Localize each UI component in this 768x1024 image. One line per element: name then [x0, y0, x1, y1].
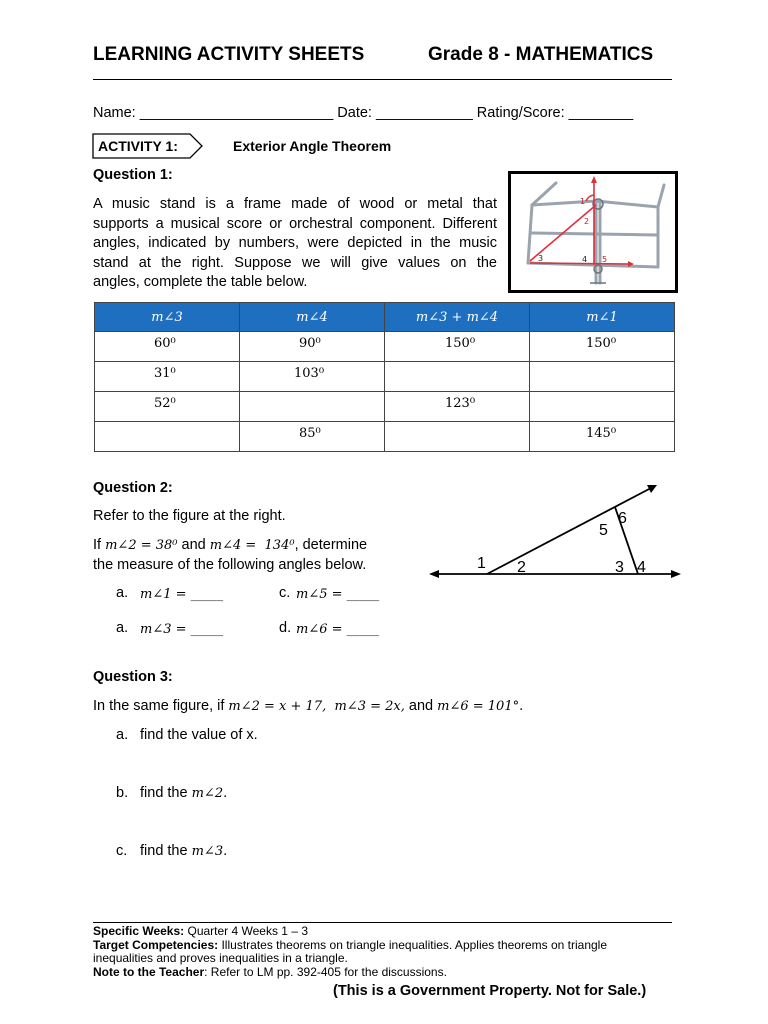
q1-line: angles, complete the table below.: [93, 274, 308, 291]
table-cell: [385, 422, 530, 452]
q3-heading: Question 3:: [93, 669, 173, 685]
q2-math: m∠2 = 38⁰: [105, 538, 178, 553]
q1-line: angles, indicated by numbers, were depicted in the music: [93, 235, 497, 252]
q1-line: supports a musical score or orchestral component. Different: [93, 215, 497, 232]
q2-given: [93, 536, 367, 556]
q3-item-letter: c.: [116, 843, 128, 859]
footer-note-label: Note to the Teacher: [93, 964, 205, 979]
q2-option-letter: d.: [279, 620, 292, 636]
table-row: [95, 422, 675, 452]
q3-text: and: [404, 698, 438, 714]
table-cell: [385, 362, 530, 392]
table-cell: 123⁰: [385, 392, 530, 422]
q3-item-text: find the value of x.: [140, 727, 258, 743]
footer-weeks: [93, 925, 673, 939]
q2-text: , determine: [294, 537, 368, 553]
q2-heading: Question 2:: [93, 480, 173, 496]
table-cell: [240, 392, 385, 422]
footer-competencies-cont: inequalities and proves inequalities in a triangle.: [93, 951, 348, 966]
q3-item-words: find the: [140, 785, 192, 801]
q1-line: A music stand is a frame made of wood or metal that: [93, 196, 497, 212]
table-cell: [95, 422, 240, 452]
table-cell: 60⁰: [95, 332, 240, 362]
col-header: m∠1: [530, 303, 675, 332]
q2-text: If: [93, 537, 106, 553]
stand-label: 5: [602, 255, 608, 264]
activity-label: ACTIVITY 1:: [98, 138, 178, 154]
q2-instruction-2: the measure of the following angles below.: [93, 557, 367, 573]
q3-item-math: m∠2.: [191, 786, 228, 801]
table-header-row: [95, 303, 675, 332]
figure-label: 3: [615, 559, 624, 576]
footer-weeks-label: Specific Weeks:: [93, 924, 185, 938]
triangle-figure: [425, 478, 687, 584]
table-cell: [530, 392, 675, 422]
q2-option-expr: m∠1 = _____: [140, 587, 224, 602]
music-stand-figure: [508, 171, 678, 293]
stand-label: 4: [582, 255, 588, 264]
footer: [93, 925, 673, 979]
q2-instruction: Refer to the figure at the right.: [93, 508, 286, 524]
table-cell: 90⁰: [240, 332, 385, 362]
figure-label: 2: [517, 559, 526, 576]
q3-item-letter: b.: [116, 785, 129, 801]
q2-option-letter: c.: [279, 585, 291, 601]
q2-option-expr: m∠6 = _____: [296, 622, 380, 637]
q3-item-text: [140, 843, 227, 859]
footer-comp-label: Target Competencies:: [93, 937, 219, 952]
q2-math: m∠4 = 134⁰: [209, 538, 295, 553]
q1-paragraph: [93, 195, 497, 293]
table-row: [95, 392, 675, 422]
q2-option-letter: a.: [116, 620, 129, 636]
q2-option-expr: m∠5 = _____: [296, 587, 380, 602]
table-cell: 103⁰: [240, 362, 385, 392]
stand-label: 3: [538, 254, 544, 263]
figure-label: 1: [477, 555, 486, 572]
footer-competencies: [93, 939, 673, 953]
header-rule: [93, 79, 672, 80]
footer-note: [93, 966, 673, 980]
footer-comp-text: Illustrates theorems on triangle inequalities. Applies theorems on triangle: [218, 937, 608, 952]
footer-rule: [93, 922, 672, 923]
table-cell: 85⁰: [240, 422, 385, 452]
table-cell: [530, 362, 675, 392]
q2-option-letter: a.: [116, 585, 129, 601]
sheet-title: LEARNING ACTIVITY SHEETS: [93, 44, 365, 65]
table-cell: 31⁰: [95, 362, 240, 392]
government-notice: (This is a Government Property. Not for Sale.): [333, 983, 647, 999]
grade-title: Grade 8 - MATHEMATICS: [428, 44, 654, 65]
q3-math: m∠6 = 101°.: [437, 699, 524, 714]
footer-weeks-text: Quarter 4 Weeks 1 – 3: [184, 924, 308, 938]
col-header: m∠3 + m∠4: [385, 303, 530, 332]
col-header: m∠3: [95, 303, 240, 332]
q3-item-words: find the: [140, 843, 192, 859]
q2-option-expr: m∠3 = _____: [140, 622, 224, 637]
angle-table: [94, 302, 675, 452]
figure-label: 6: [618, 510, 627, 527]
q1-heading: Question 1:: [93, 167, 173, 183]
q3-item-math: m∠3.: [191, 844, 228, 859]
info-line: Name: ________________________ Date: ____________ Rating/Score: ________: [93, 105, 634, 121]
q3-math: m∠2 = x + 17, m∠3 = 2x,: [228, 699, 405, 714]
figure-label: 5: [599, 522, 608, 539]
table-cell: 150⁰: [530, 332, 675, 362]
col-header: m∠4: [240, 303, 385, 332]
table-cell: 145⁰: [530, 422, 675, 452]
table-cell: 150⁰: [385, 332, 530, 362]
table-cell: 52⁰: [95, 392, 240, 422]
stand-label: 1: [580, 197, 586, 206]
figure-label: 4: [637, 559, 646, 576]
footer-note-text: : Refer to LM pp. 392-405 for the discussions.: [204, 964, 447, 979]
activity-title: Exterior Angle Theorem: [233, 138, 392, 154]
q3-item-text: [140, 785, 227, 801]
q1-line: stand at the right. Suppose we will give values on the: [93, 254, 497, 271]
stand-label: 2: [584, 217, 590, 226]
q3-text: In the same figure, if: [93, 698, 229, 714]
q2-text: and: [177, 537, 210, 553]
q3-item-letter: a.: [116, 727, 129, 743]
table-row: [95, 332, 675, 362]
q3-given: [93, 697, 523, 717]
table-row: [95, 362, 675, 392]
